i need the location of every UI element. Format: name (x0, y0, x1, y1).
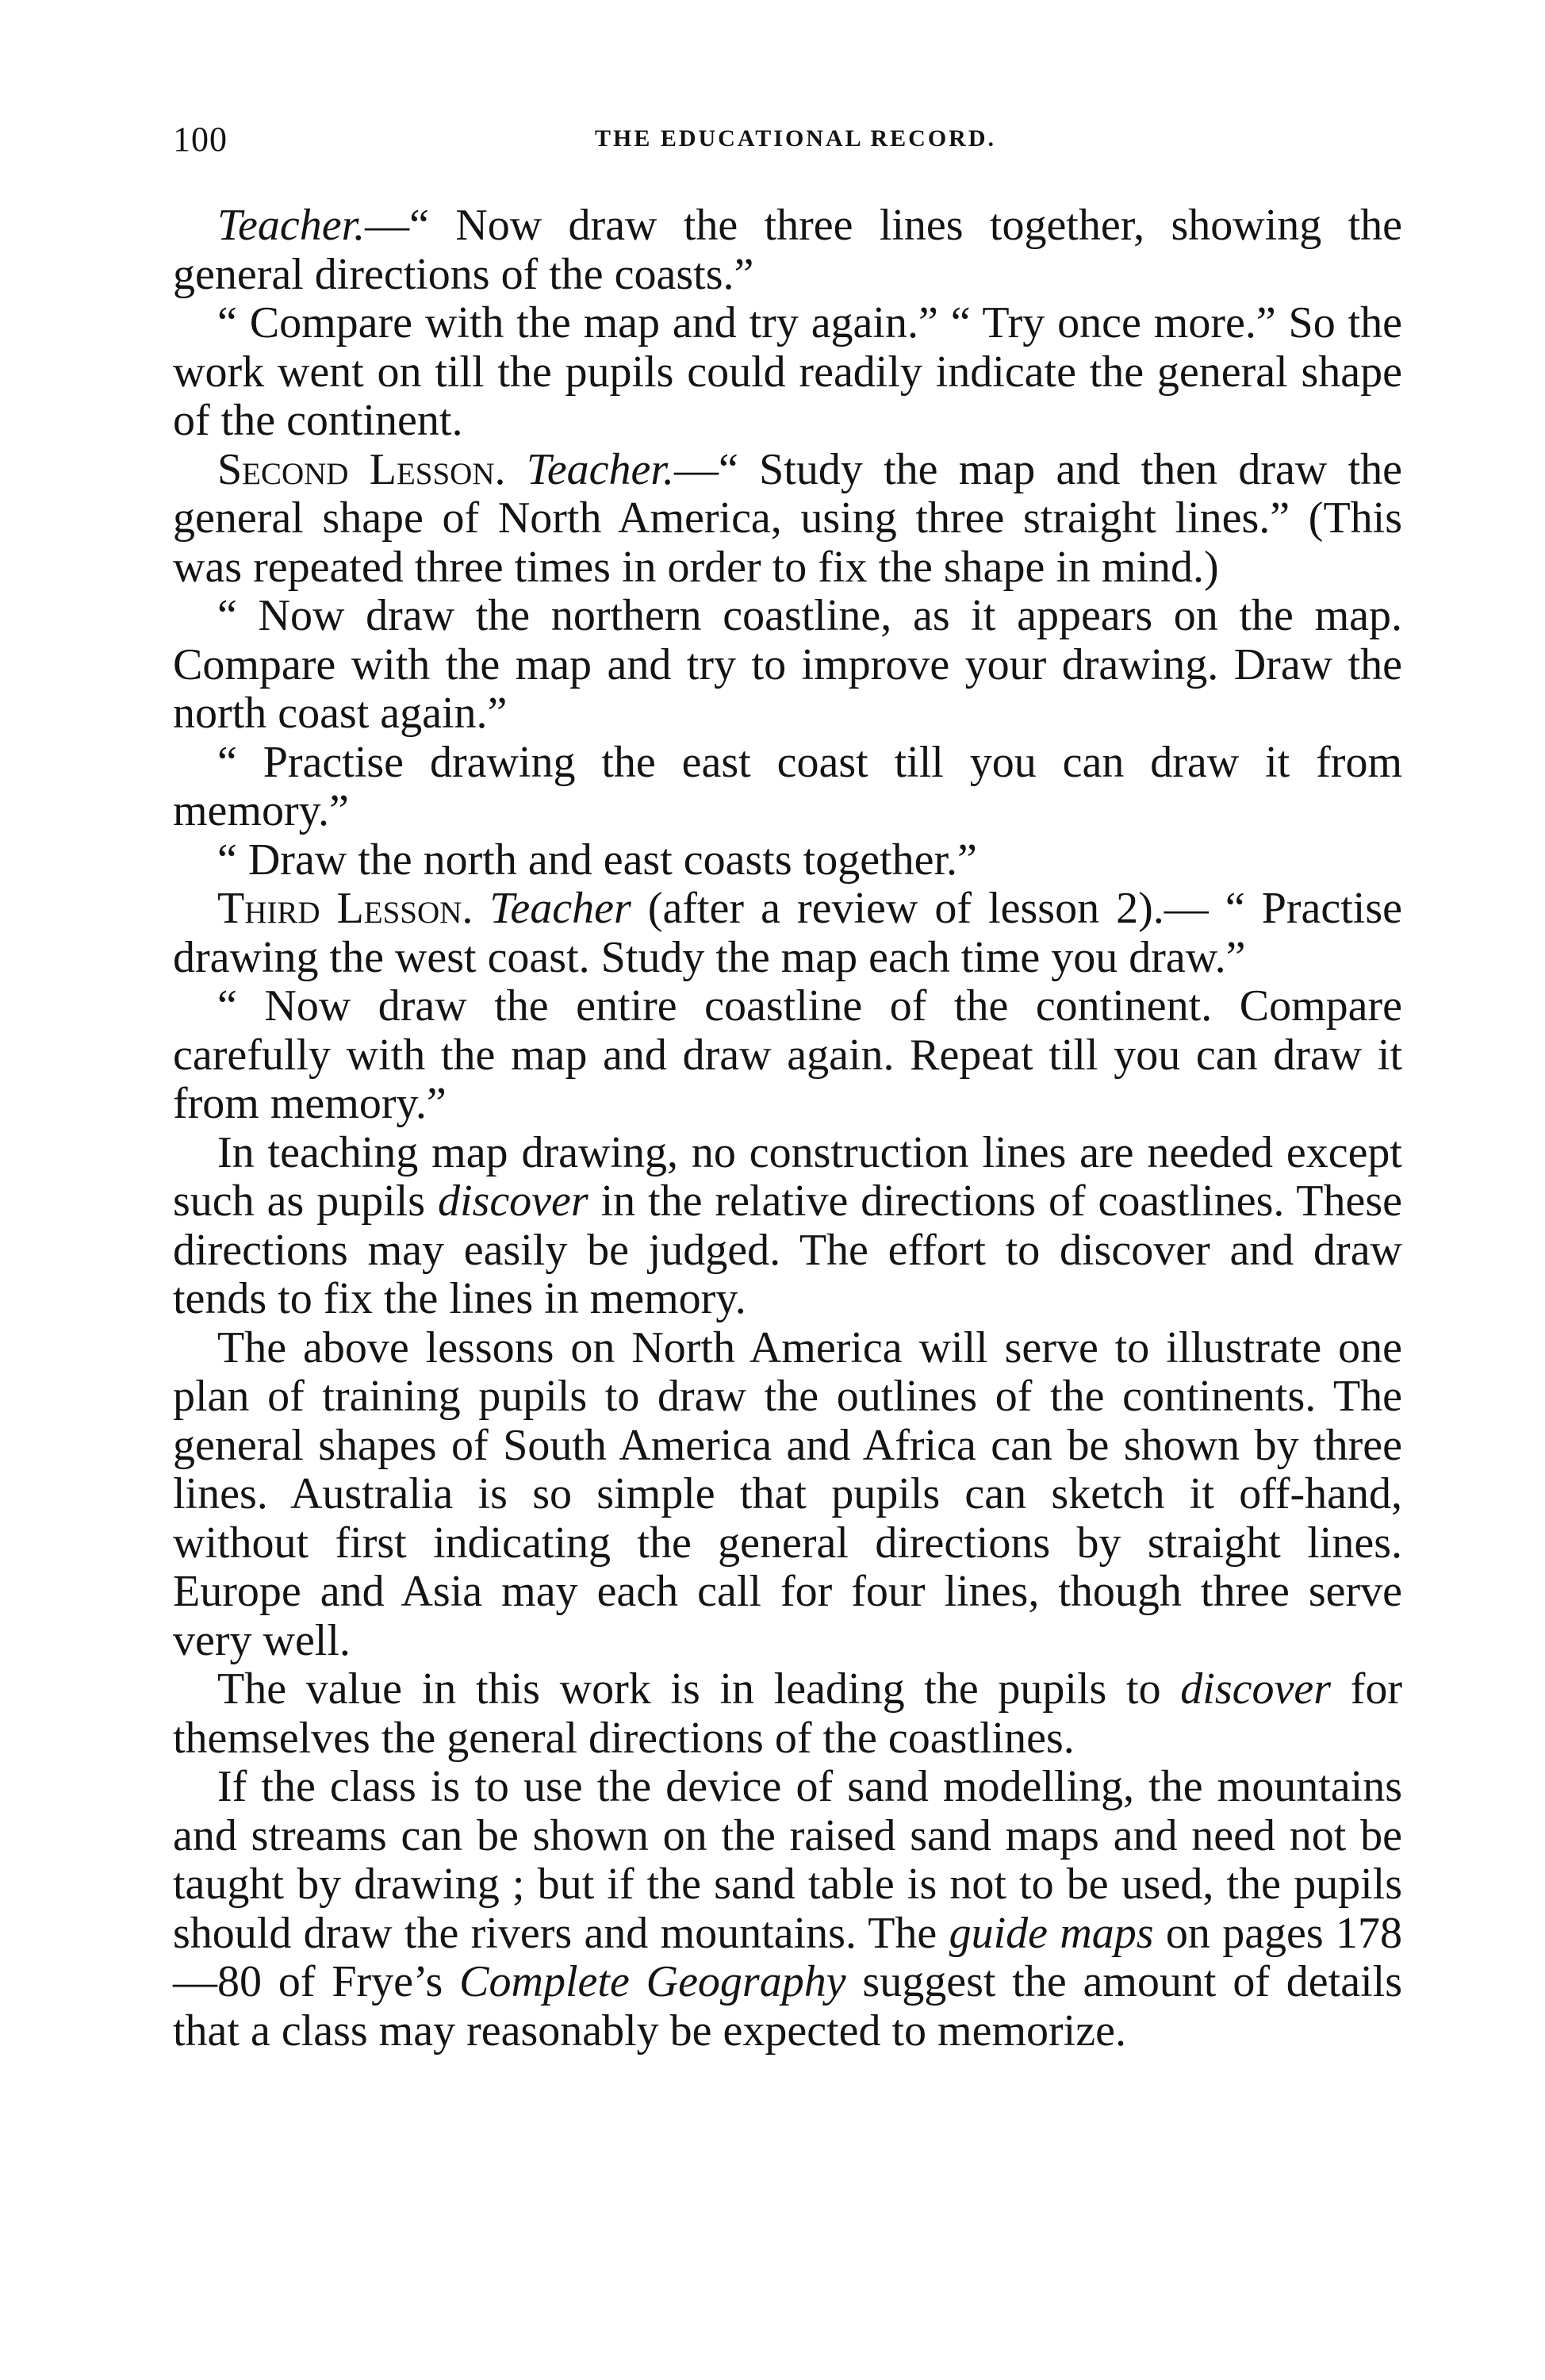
book-title: Complete Geography (459, 1957, 846, 2006)
body-text (173, 202, 1402, 2056)
paragraph-text: for themselves the general directions of the coastlines. (173, 1664, 1403, 1763)
lesson-heading: Second Lesson. (217, 444, 506, 494)
emphasis: discover (1180, 1664, 1332, 1714)
paragraph (173, 202, 1402, 299)
paragraph-text: in the relative directions of coastlines. These directions may easily be judged. The effort to discover and draw tends to fix the lines in memory. (173, 1177, 1402, 1323)
speaker-label: Teacher. (526, 444, 674, 494)
running-title: THE EDUCATIONAL RECORD. (594, 125, 996, 152)
paragraph (173, 982, 1402, 1129)
paragraph (173, 299, 1402, 446)
paragraph-text: “ Now draw the northern coastline, as it appears on the map. Compare with the map and try to improve your drawing. Draw the north coast again.” (173, 591, 1402, 738)
paragraph (173, 1763, 1402, 2056)
paragraph-text: “ Now draw the entire coastline of the continent. Compare carefully with the map and draw again. Repeat till you can draw it from memory.” (173, 981, 1402, 1128)
paragraph-text: The value in this work is in leading the pupils to (217, 1664, 1161, 1714)
paragraph-text: —“ Study the map and then draw the general shape of North America, using three straight lines.” (This was repeated three times in order to fix the shape in mind.) (173, 444, 1403, 592)
paragraph-text: In teaching map drawing, no construction lines are needed except such as pupils (173, 1127, 1402, 1226)
book-page (173, 119, 1402, 2056)
paragraph-text: “ Draw the north and east coasts together.” (217, 835, 977, 885)
emphasis: guide maps (949, 1908, 1154, 1958)
paragraph (173, 739, 1402, 836)
paragraph (173, 1324, 1402, 1666)
speaker-label: Teacher. (217, 201, 366, 250)
paragraph-text: suggest the amount of details that a class may reasonably be expected to memorize. (173, 1957, 1402, 2056)
paragraph-text: on pages 178—80 of Frye’s (173, 1908, 1403, 2006)
paragraph-text: —“ Now draw the three lines together, showing the general directions of the coasts.” (173, 201, 1402, 299)
paragraph-text: (after a review of lesson 2).— “ Practise drawing the west coast. Study the map each time you draw.” (173, 884, 1403, 982)
paragraph-text: The above lessons on North America will serve to illustrate one plan of training pupils to draw the outlines of the continents. The general shapes of South America and Africa can be shown by three lines. Australia is so simple that pupils can sketch it off-hand, without first indicating the general directions by straight lines. Europe and Asia may each call for four lines, though three serve very well. (173, 1322, 1402, 1665)
speaker-label: Teacher (489, 884, 631, 933)
page-header (173, 119, 1402, 167)
lesson-heading: Third Lesson. (217, 884, 473, 933)
paragraph-text: If the class is to use the device of sand modelling, the mountains and streams can be shown on the raised sand maps and need not be taught by drawing ; but if the sand table is not to be used, the pupils should draw the rivers and mountains. The (173, 1762, 1402, 1958)
paragraph (173, 836, 1402, 885)
paragraph-text: “ Compare with the map and try again.” “ Try once more.” So the work went on till the pupils could readily indicate the general shape of the continent. (173, 298, 1402, 445)
page-number: 100 (173, 120, 228, 159)
paragraph (173, 1129, 1402, 1324)
emphasis: discover (437, 1177, 588, 1226)
paragraph (173, 446, 1402, 593)
paragraph-text: “ Practise drawing the east coast till you can draw it from memory.” (173, 737, 1402, 835)
paragraph (173, 885, 1402, 982)
paragraph (173, 1665, 1402, 1763)
paragraph (173, 592, 1402, 739)
